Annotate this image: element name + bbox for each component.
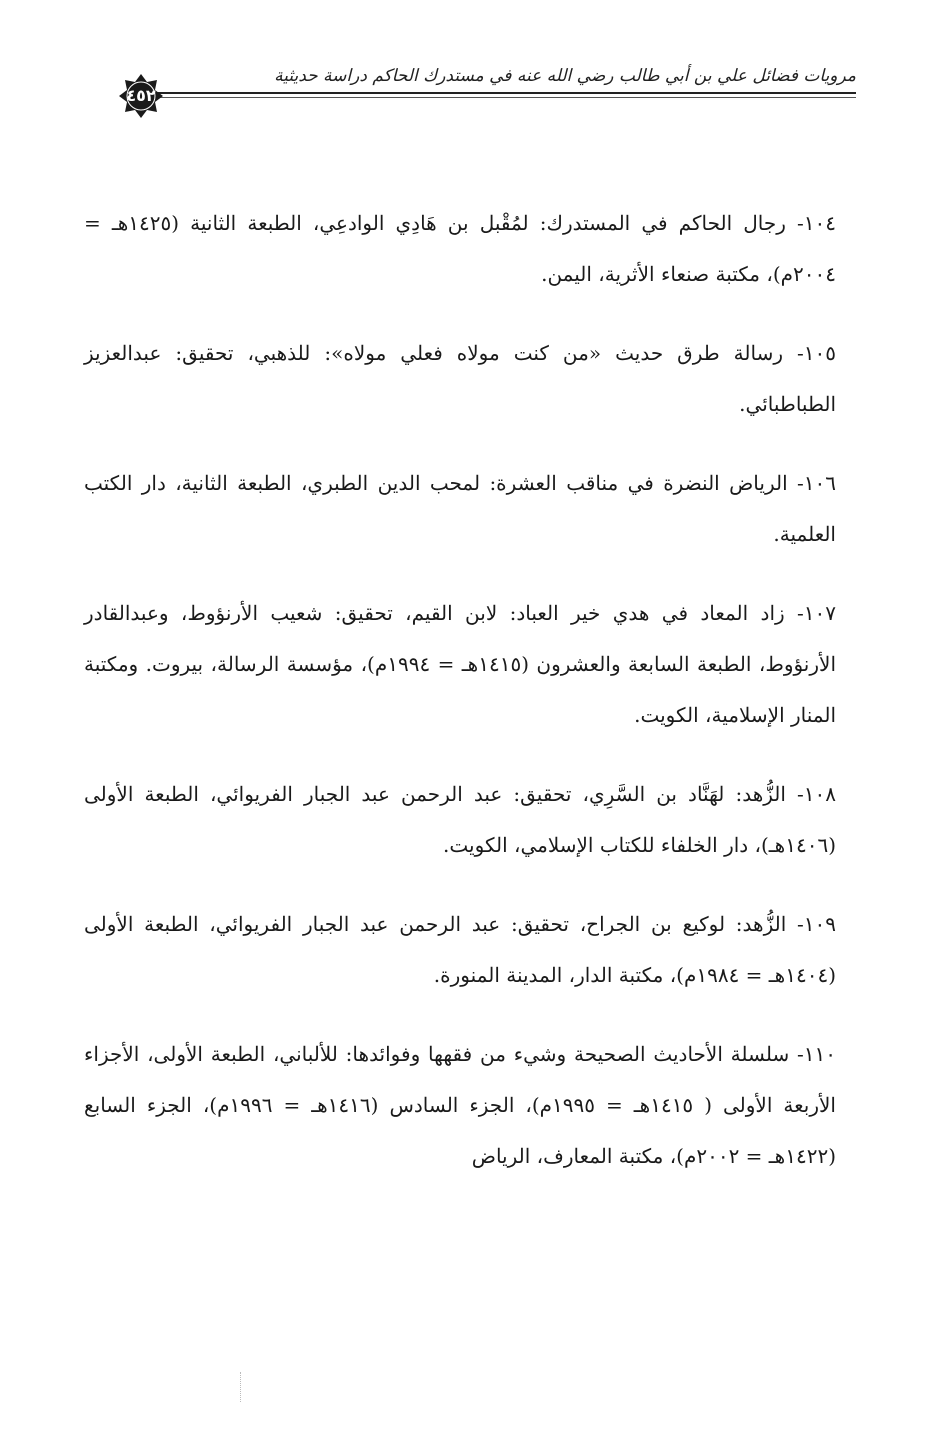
entry-number: ١١٠- [789, 1042, 836, 1066]
entry-number: ١٠٨- [785, 782, 836, 806]
entry-text: الزُّهد: لوكيع بن الجراح، تحقيق: عبد الرحمن عبد الجبار الفريوائي، الطبعة الأولى (١٤٠٤هـ = ١٩٨٤م)، مكتبة الدار، المدينة المنورة. [84, 912, 836, 987]
bibliography-list [84, 198, 836, 1210]
header-rule [150, 92, 856, 94]
bibliography-entry [84, 769, 836, 871]
entry-number: ١٠٧- [784, 601, 836, 625]
page-number: ٤٥٢ [126, 86, 156, 105]
entry-text: رجال الحاكم في المستدرك: لمُقْبل بن هَادِي الوادعِي، الطبعة الثانية (١٤٢٥هـ = ٢٠٠٤م)، مكتبة صنعاء الأثرية، اليمن. [84, 211, 836, 286]
entry-text: الزُّهد: لهَنَّاد بن السَّرِي، تحقيق: عبد الرحمن عبد الجبار الفريوائي، الطبعة الأولى (١٤٠٦هـ)، دار الخلفاء للكتاب الإسلامي، الكويت. [84, 782, 836, 857]
bibliography-entry [84, 588, 836, 741]
entry-text: زاد المعاد في هدي خير العباد: لابن القيم، تحقيق: شعيب الأرنؤوط، وعبدالقادر الأرنؤوط، الطبعة السابعة والعشرون (١٤١٥هـ = ١٩٩٤م)، مؤسسة الرسالة، بيروت. ومكتبة المنار الإسلامية، الكويت. [84, 601, 836, 727]
header-rule-thin [150, 97, 856, 98]
entry-text: سلسلة الأحاديث الصحيحة وشيء من فقهها وفوائدها: للألباني، الطبعة الأولى، الأجزاء الأربعة الأولى ( ١٤١٥هـ = ١٩٩٥م)، الجزء السادس (١٤١٦هـ = ١٩٩٦م)، الجزء السابع (١٤٢٢هـ = ٢٠٠٢م)، مكتبة المعارف، الرياض [84, 1042, 836, 1168]
entry-number: ١٠٤- [785, 211, 836, 235]
entry-number: ١٠٥- [783, 341, 836, 365]
bibliography-entry [84, 328, 836, 430]
entry-text: رسالة طرق حديث «من كنت مولاه فعلي مولاه»: للذهبي، تحقيق: عبدالعزيز الطباطبائي. [84, 341, 836, 416]
bibliography-entry [84, 458, 836, 560]
entry-number: ١٠٦- [787, 471, 836, 495]
bibliography-entry [84, 899, 836, 1001]
scan-artifact [240, 1372, 243, 1402]
entry-number: ١٠٩- [786, 912, 836, 936]
bibliography-entry [84, 1029, 836, 1182]
bibliography-entry [84, 198, 836, 300]
running-title: مرويات فضائل علي بن أبي طالب رضي الله عنه في مستدرك الحاكم دراسة حديثية [274, 66, 856, 86]
entry-text: الرياض النضرة في مناقب العشرة: لمحب الدين الطبري، الطبعة الثانية، دار الكتب العلمية. [84, 471, 836, 546]
page-header [84, 62, 856, 132]
page-number-badge [118, 73, 164, 119]
